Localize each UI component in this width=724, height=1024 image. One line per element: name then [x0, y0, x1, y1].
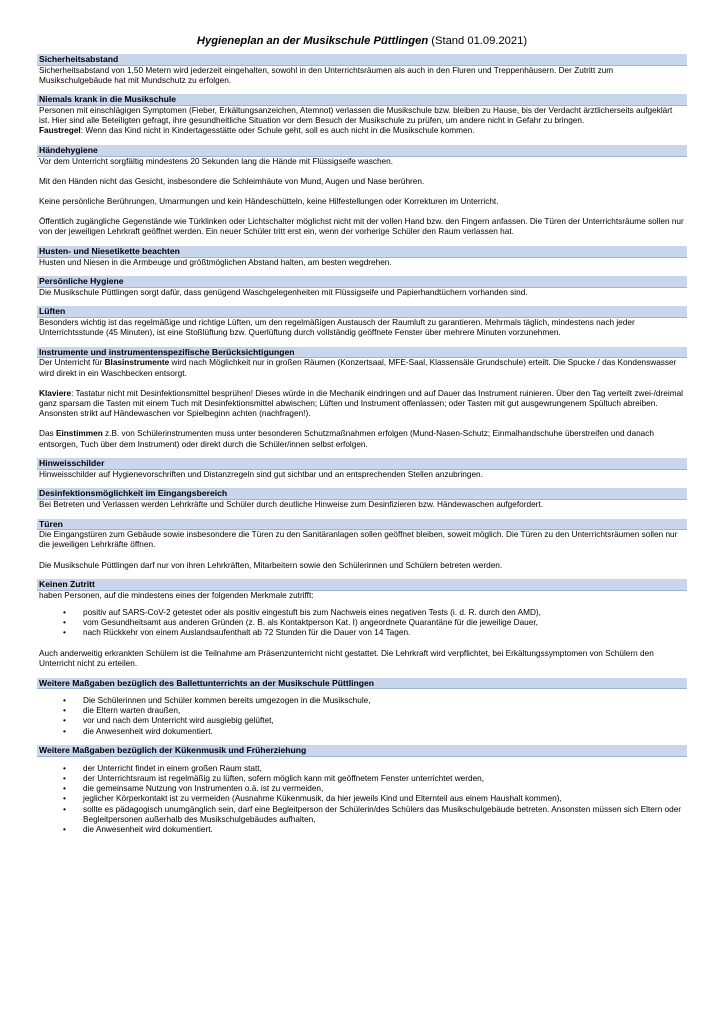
- section-desinfektion: [37, 488, 687, 510]
- section-lueften: [37, 306, 687, 338]
- klaviere-paragraph: [37, 389, 687, 420]
- text-run: Der Unterricht für: [39, 358, 105, 368]
- faustregel-paragraph: [37, 126, 687, 136]
- text-run: Das: [39, 429, 56, 439]
- paragraph: Vor dem Unterricht sorgfältig mindestens 20 Sekunden lang die Hände mit Flüssigseife waschen.: [39, 156, 394, 166]
- bullet-list: [37, 608, 687, 639]
- paragraph: Besonders wichtig ist das regelmäßige und richtige Lüften, um den regelmäßigen Austausch der Raumluft zu garantieren. Mehrmals täglich, mindestens nach jeder Unterrichtsstunde (45 Minuten), ist eine Stoßlüftung bzw. Querlüftung durch vollständig geöffnete Fenster über mehrere Minuten vorzunehmen.: [39, 317, 635, 338]
- paragraph: Sicherheitsabstand von 1,50 Metern wird jederzeit eingehalten, sowohl in den Unterrichtsräumen als auch in den Fluren und Treppenhäusern. Der Zutritt zum Musikschulgebäude hat mit Mundschutz zu erfolgen.: [39, 65, 614, 85]
- paragraph: Hinweisschilder auf Hygienevorschriften und Distanzregeln sind gut sichtbar und an entsprechenden Stellen anzubringen.: [39, 469, 483, 479]
- paragraph: Personen mit einschlägigen Symptomen (Fieber, Erkältungsanzeichen, Atemnot) verlassen die Musikschule bzw. bleiben zu Hause, bis der Verdacht ärztlicherseits aufgeklärt ist. Hier sind alle Beteiligten gefragt, ihre gesundheitliche Situation vor dem Besuch der Musikschule zu prüfen, um andere nicht in Gefahr zu bringen.: [39, 105, 673, 126]
- list-item: • die Anwesenheit wird dokumentiert.: [37, 727, 687, 737]
- section-heading: Hinweisschilder: [37, 458, 687, 470]
- faustregel-label: Faustregel: [39, 126, 81, 136]
- text-run: z.B. von Schülerinstrumenten muss unter besonderen Schutzmaßnahmen erfolgen (Mund-Nasen-Schutz; Einmalhandschuhe überstreifen und danach entsorgen, Tuch über dem Instrument) oder direkt durch die Schüler/innen selbst erfolgen.: [39, 429, 654, 449]
- section-ballettunterricht: [37, 678, 687, 737]
- list-item: • positiv auf SARS-CoV-2 getestet oder als positiv eingestuft bis zum Nachweis eines negativen Tests (i. d. R. durch den AMD),: [37, 608, 687, 618]
- list-item: • sollte es pädagogisch unumgänglich sein, darf eine Begleitperson der Schülerin/des Schülers das Musikschulgebäude betreten. Ansonsten müssen sich Eltern oder Begleitpersonen außerhalb des Musikschulgebäudes aufhalten,: [37, 805, 687, 825]
- section-keinen-zutritt: [37, 579, 687, 669]
- section-tueren: [37, 519, 687, 571]
- klaviere-label: Klaviere: [39, 388, 72, 398]
- text-run: wird nach Möglichkeit nur in großen Räumen (Konzertsaal, MFE-Saal, Klassensäle Grundschule) erteilt. Die Spucke / das Kondenswasser wird direkt in ein Waschbecken entsorgt.: [39, 358, 677, 378]
- section-heading: Niemals krank in die Musikschule: [37, 94, 687, 106]
- section-heading: Händehygiene: [37, 145, 687, 157]
- list-item: • die gemeinsame Nutzung von Instrumenten o.ä. ist zu vermeiden,: [37, 784, 687, 794]
- section-instrumente: [37, 347, 687, 450]
- section-heading: Instrumente und instrumentenspezifische Berücksichtigungen: [37, 347, 687, 359]
- document-title: [37, 34, 687, 48]
- title-main: Hygieneplan an der Musikschule Püttlingen: [196, 35, 429, 47]
- blasinstrumente-paragraph: [37, 358, 687, 378]
- section-heading: Husten- und Niesetikette beachten: [37, 246, 687, 258]
- paragraph: Die Eingangstüren zum Gebäude sowie insbesondere die Türen zu den Sanitäranlagen sollen geöffnet bleiben, soweit möglich. Die Türen zu den Unterrichtsräumen sollen nur die jeweiligen Lehrkräfte öffnen.: [39, 530, 678, 550]
- faustregel-text: : Wenn das Kind nicht in Kindertagesstätte oder Schule geht, soll es auch nicht in die Musikschule kommen.: [80, 126, 475, 136]
- list-item: • der Unterricht findet in einem großen Raum statt,: [37, 764, 687, 774]
- list-item: • die Anwesenheit wird dokumentiert.: [37, 825, 687, 835]
- section-kuekenmusik: [37, 745, 687, 835]
- section-heading: Lüften: [37, 306, 687, 318]
- paragraph: Auch anderweitig erkrankten Schülern ist die Teilnahme am Präsenzunterricht nicht gestattet. Die Lehrkraft wird verpflichtet, bei Erkältungssymptomen von Schülern den Unterricht nicht zu erteilen.: [39, 648, 654, 668]
- section-haendehygiene: [37, 145, 687, 238]
- title-stand: (Stand 01.09.2021): [431, 35, 528, 47]
- text-run: : Tastatur nicht mit Desinfektionsmittel besprühen! Dieses würde in die Mechanik eindringen und auf Dauer das Instrument ruinieren. Über den Tag verteilt zwei-/dreimal ganz sparsam die Tasten mit einem Tuch mit Desinfektionsmittel abwischen; Lüften und Instrument offenlassen; oder Tasten mit gut ausgewrungenem Spültuch abreiben. Ansonsten strikt auf Händewaschen vor Spielbeginn achten (nachfragen!).: [39, 388, 683, 419]
- list-item: • jeglicher Körperkontakt ist zu vermeiden (Ausnahme Kükenmusik, da hier jeweils Kind und Elternteil aus einem Haushalt kommen),: [37, 794, 687, 804]
- paragraph: Husten und Niesen in die Armbeuge und größtmöglichen Abstand halten, am besten wegdrehen.: [39, 257, 392, 267]
- section-heading: Desinfektionsmöglichkeit im Eingangsbereich: [37, 488, 687, 500]
- section-heading: Türen: [37, 519, 687, 531]
- paragraph: Bei Betreten und Verlassen werden Lehrkräfte und Schüler durch deutliche Hinweise zum Desinfizieren bzw. Händewaschen aufgefordert.: [39, 499, 543, 509]
- document-page: [37, 34, 687, 844]
- paragraph: Mit den Händen nicht das Gesicht, insbesondere die Schleimhäute von Mund, Augen und Nase berühren.: [39, 176, 425, 186]
- einstimmen-label: Einstimmen: [55, 429, 103, 439]
- section-heading: Keinen Zutritt: [37, 579, 687, 591]
- section-persoenliche-hygiene: [37, 276, 687, 298]
- bullet-list: [37, 696, 687, 737]
- list-item: • vor und nach dem Unterricht wird ausgiebig gelüftet,: [37, 716, 687, 726]
- bullet-list: [37, 764, 687, 835]
- list-item: • der Unterrichtsraum ist regelmäßig zu lüften, sofern möglich kann mit geöffnetem Fenster unterrichtet werden,: [37, 774, 687, 784]
- list-item: • nach Rückkehr von einem Auslandsaufenthalt ab 72 Stunden für die Dauer von 14 Tagen.: [37, 628, 687, 638]
- list-item: • vom Gesundheitsamt aus anderen Gründen (z. B. als Kontaktperson Kat. I) angeordnete Quarantäne für die jeweilige Dauer,: [37, 618, 687, 628]
- section-sicherheitsabstand: [37, 54, 687, 86]
- section-hinweisschilder: [37, 458, 687, 480]
- section-niemals-krank: [37, 94, 687, 136]
- section-heading: Persönliche Hygiene: [37, 276, 687, 288]
- list-item: • die Eltern warten draußen,: [37, 706, 687, 716]
- paragraph: Keine persönliche Berührungen, Umarmungen und kein Händeschütteln, keine Hilfestellungen oder Korrekturen im Unterricht.: [39, 196, 499, 206]
- section-heading: Sicherheitsabstand: [37, 54, 687, 66]
- paragraph: Die Musikschule Püttlingen sorgt dafür, dass genügend Waschgelegenheiten mit Flüssigseife und Papierhandtüchern vorhanden sind.: [39, 287, 528, 297]
- paragraph: Öffentlich zugängliche Gegenstände wie Türklinken oder Lichtschalter möglichst nicht mit der vollen Hand bzw. den Fingern anfassen. Die Türen der Unterrichtsräume sollen nur von der jeweiligen Lehrkraft geöffnet werden. Ein neuer Schüler tritt erst ein, wenn der vorherige Schüler den Raum verlassen hat.: [39, 217, 684, 237]
- list-item: • Die Schülerinnen und Schüler kommen bereits umgezogen in die Musikschule,: [37, 696, 687, 706]
- blasinstrumente-label: Blasinstrumente: [104, 358, 170, 368]
- paragraph: haben Personen, auf die mindestens eines der folgenden Merkmale zutrifft:: [39, 590, 314, 600]
- section-husten-niesetikette: [37, 246, 687, 268]
- paragraph: Die Musikschule Püttlingen darf nur von ihren Lehrkräften, Mitarbeitern sowie den Schülerinnen und Schülern betreten werden.: [39, 560, 503, 570]
- section-heading: Weitere Maßgaben bezüglich der Kükenmusik und Früherziehung: [37, 745, 687, 757]
- einstimmen-paragraph: [37, 429, 687, 449]
- section-heading: Weitere Maßgaben bezüglich des Ballettunterrichts an der Musikschule Püttlingen: [37, 678, 687, 690]
